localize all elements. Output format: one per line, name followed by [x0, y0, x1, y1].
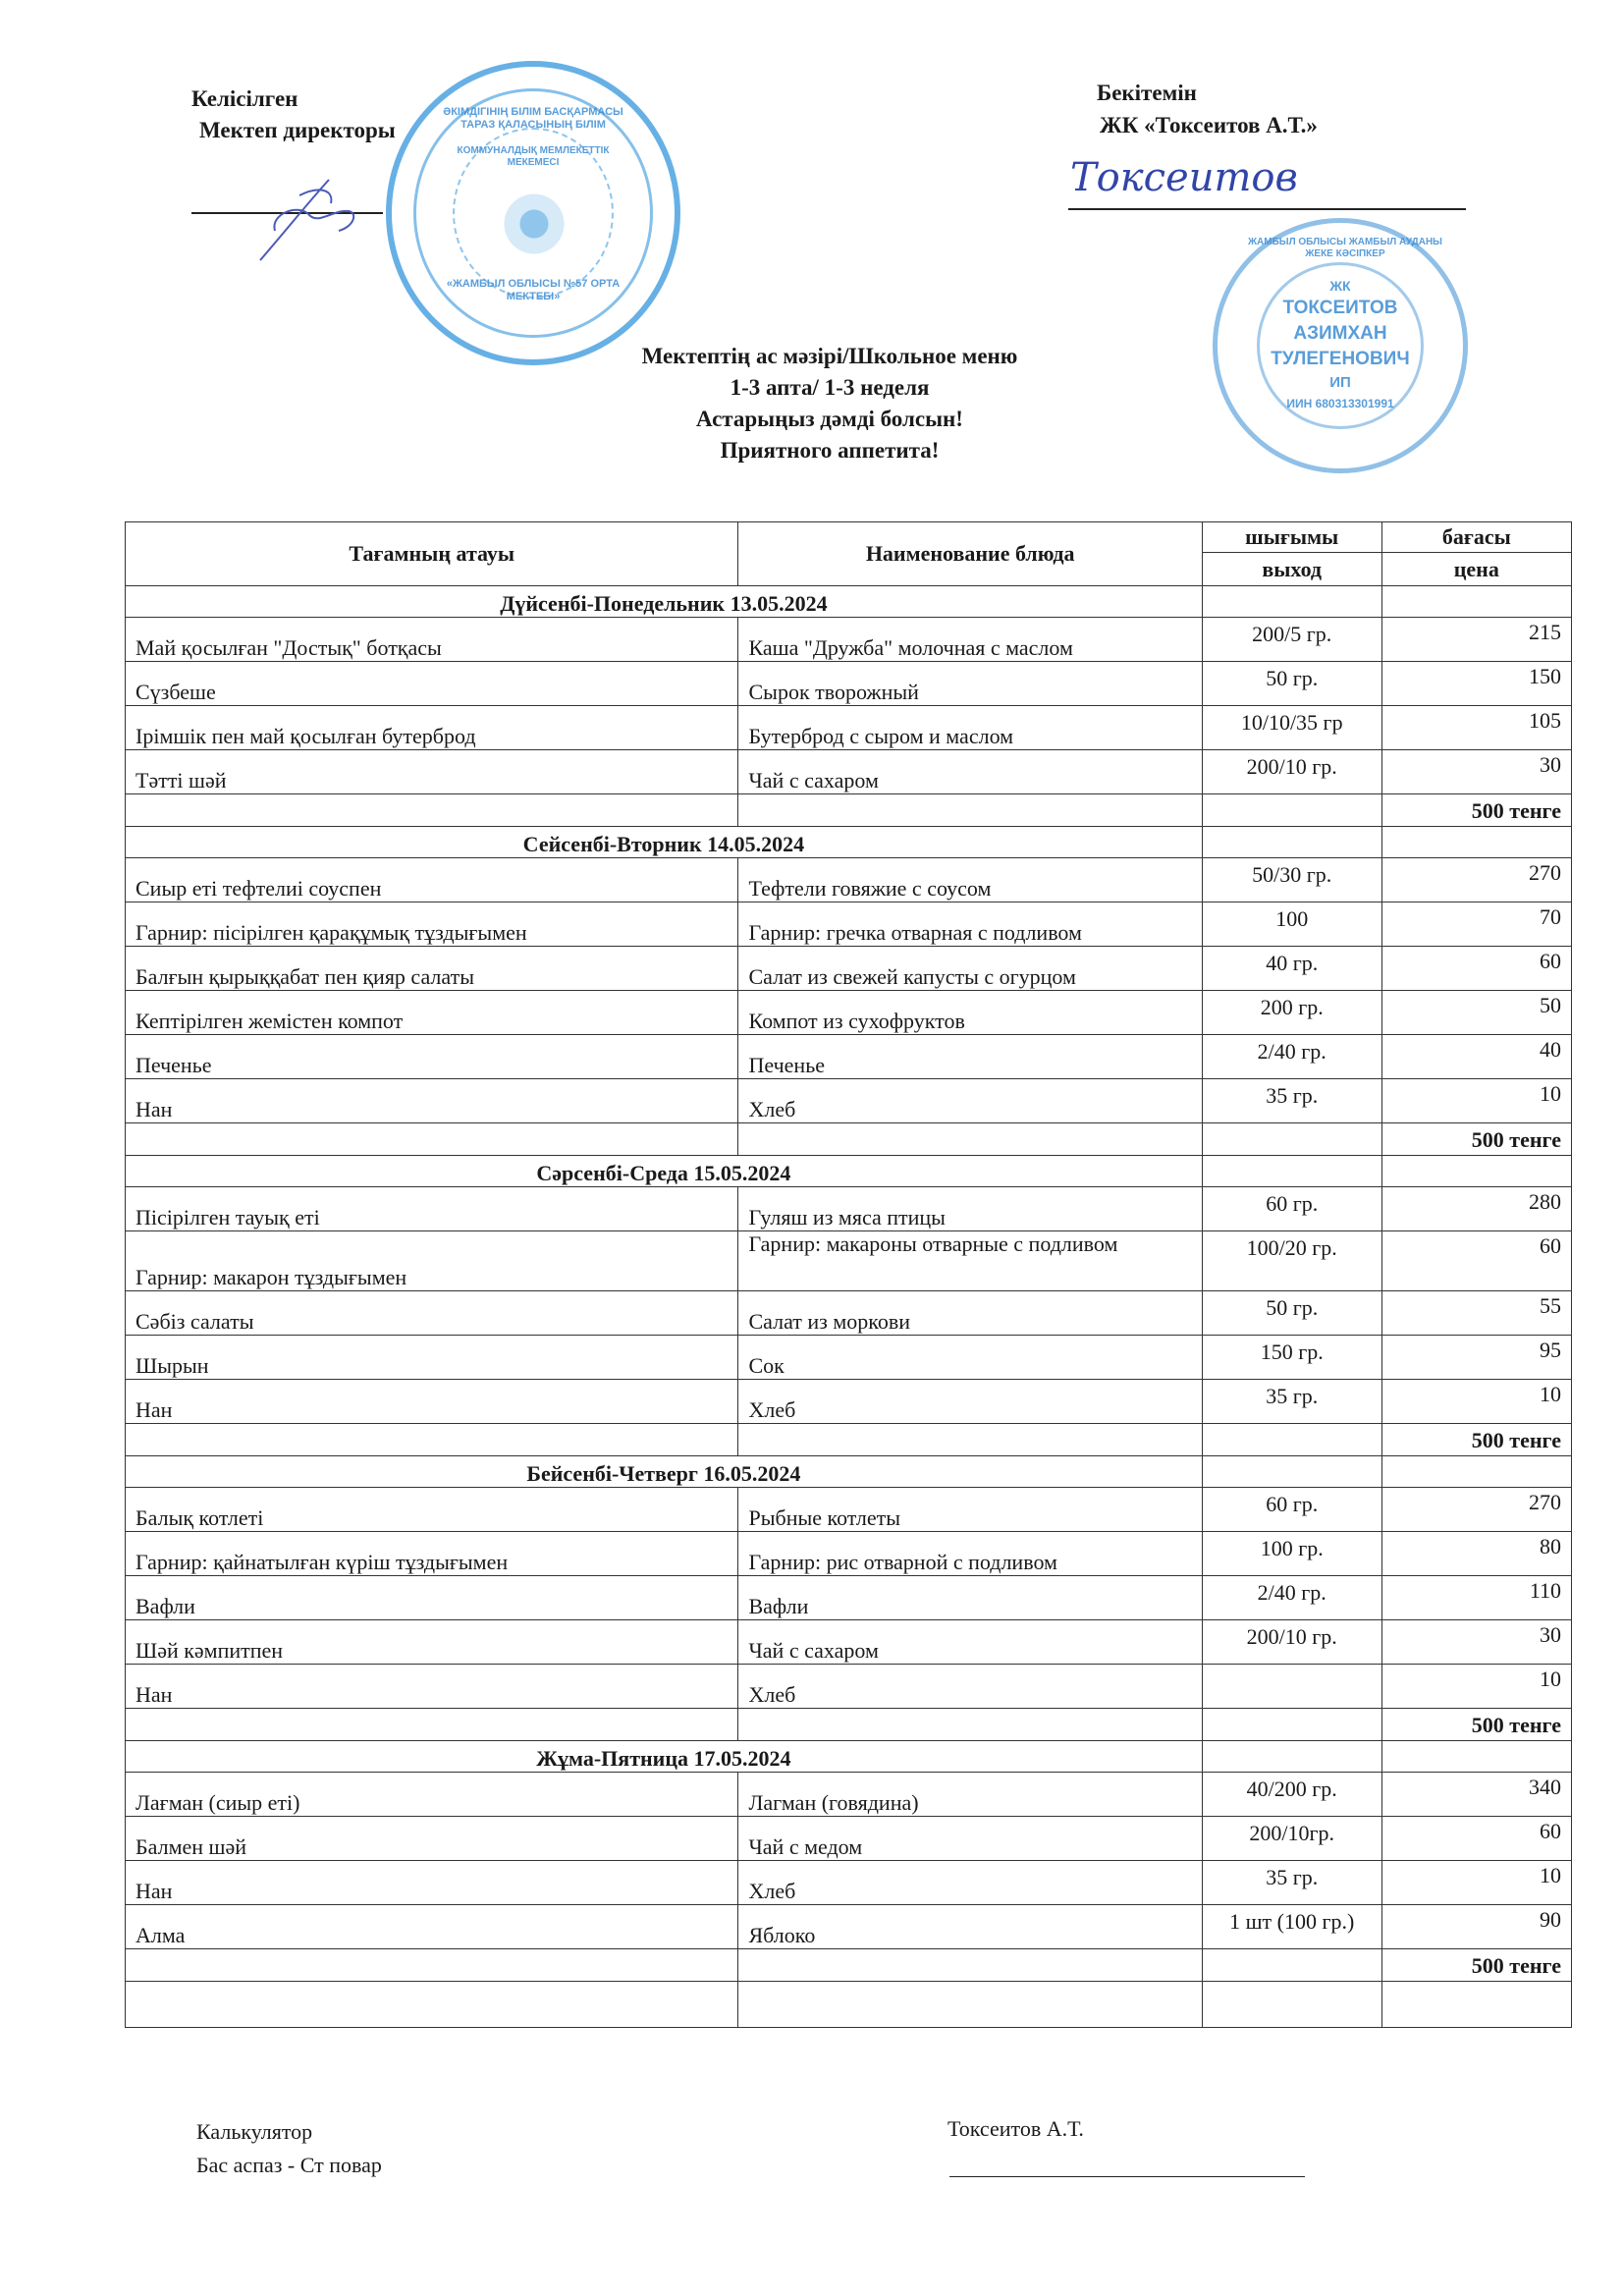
stamp-right-line6: ИИН 680313301991 [1286, 397, 1394, 410]
dish-name-ru: Сок [738, 1336, 1202, 1380]
menu-item-row [126, 1336, 1572, 1380]
menu-greeting-kz: Астарыңыз дәмді болсын! [696, 407, 963, 431]
menu-item-row [126, 1079, 1572, 1123]
dish-name-ru: Бутерброд с сыром и маслом [738, 706, 1202, 750]
dish-price: 30 [1381, 750, 1571, 794]
menu-item-row [126, 1532, 1572, 1576]
dish-name-kz: Сүзбеше [126, 662, 738, 706]
dish-output: 100 [1202, 902, 1381, 947]
menu-item-row [126, 750, 1572, 794]
empty-cell [126, 1709, 738, 1741]
dish-price: 40 [1381, 1035, 1571, 1079]
menu-item-row [126, 1187, 1572, 1231]
dish-price: 55 [1381, 1291, 1571, 1336]
menu-item-row [126, 618, 1572, 662]
empty-cell [126, 1949, 738, 1982]
dish-output: 50 гр. [1202, 662, 1381, 706]
dish-name-kz: Алма [126, 1905, 738, 1949]
dish-name-ru: Печенье [738, 1035, 1202, 1079]
dish-output: 10/10/35 гр [1202, 706, 1381, 750]
empty-cell [1202, 1156, 1381, 1187]
blank-row [126, 1982, 1572, 2028]
menu-item-row [126, 1231, 1572, 1291]
dish-price: 60 [1381, 1817, 1571, 1861]
empty-cell [126, 1424, 738, 1456]
menu-item-row [126, 1291, 1572, 1336]
menu-item-row [126, 991, 1572, 1035]
dish-price: 30 [1381, 1620, 1571, 1665]
dish-name-ru: Салат из свежей капусты с огурцом [738, 947, 1202, 991]
menu-item-row [126, 1773, 1572, 1817]
empty-cell [126, 1982, 738, 2028]
dish-output: 100/20 гр. [1202, 1231, 1381, 1291]
empty-cell [1381, 1741, 1571, 1773]
dish-name-ru: Гуляш из мяса птицы [738, 1187, 1202, 1231]
stamp-right-line2: ТОКСЕИТОВ [1282, 298, 1398, 318]
day-header-row [126, 586, 1572, 618]
menu-week: 1-3 апта/ 1-3 неделя [730, 375, 930, 400]
empty-cell [1202, 1456, 1381, 1488]
dish-name-kz: Нан [126, 1665, 738, 1709]
day-total: 500 тенге [1381, 1709, 1571, 1741]
dish-name-kz: Нан [126, 1861, 738, 1905]
dish-output: 60 гр. [1202, 1187, 1381, 1231]
dish-price: 80 [1381, 1532, 1571, 1576]
dish-output: 2/40 гр. [1202, 1035, 1381, 1079]
empty-cell [1202, 1123, 1381, 1156]
dish-name-ru: Гарнир: гречка отварная с подливом [738, 902, 1202, 947]
dish-name-kz: Печенье [126, 1035, 738, 1079]
dish-name-kz: Шәй кәмпитпен [126, 1620, 738, 1665]
footer-signature-line [949, 2176, 1305, 2177]
menu-item-row [126, 947, 1572, 991]
director-signature-icon [245, 162, 383, 270]
dish-output: 100 гр. [1202, 1532, 1381, 1576]
dish-output: 200/10 гр. [1202, 750, 1381, 794]
day-total: 500 тенге [1381, 1123, 1571, 1156]
day-title: Жұма-Пятница 17.05.2024 [126, 1741, 1203, 1773]
dish-output: 150 гр. [1202, 1336, 1381, 1380]
dish-price: 110 [1381, 1576, 1571, 1620]
dish-name-ru: Салат из моркови [738, 1291, 1202, 1336]
dish-output: 200/10гр. [1202, 1817, 1381, 1861]
footer-role-calculator: Калькулятор [196, 2119, 313, 2144]
dish-name-ru: Компот из сухофруктов [738, 991, 1202, 1035]
dish-name-kz: Гарнир: макарон тұздығымен [126, 1231, 738, 1291]
day-total-row [126, 794, 1572, 827]
empty-cell [1381, 1456, 1571, 1488]
dish-name-ru: Чай с сахаром [738, 750, 1202, 794]
dish-output: 60 гр. [1202, 1488, 1381, 1532]
day-total-row [126, 1949, 1572, 1982]
day-total: 500 тенге [1381, 1949, 1571, 1982]
menu-item-row [126, 1905, 1572, 1949]
header-name-kz: Тағамның атауы [126, 522, 738, 586]
empty-cell [738, 794, 1202, 827]
approver-signature: Токсеитов [1070, 155, 1298, 200]
header-price-kz: бағасы [1381, 522, 1571, 553]
empty-cell [738, 1709, 1202, 1741]
empty-cell [1202, 827, 1381, 858]
empty-cell [1381, 586, 1571, 618]
empty-cell [1202, 794, 1381, 827]
empty-cell [1202, 1949, 1381, 1982]
empty-cell [738, 1982, 1202, 2028]
stamp-right-line3: АЗИМХАН [1293, 323, 1387, 344]
dish-output: 1 шт (100 гр.) [1202, 1905, 1381, 1949]
approval-right-label: Бекітемін [1097, 81, 1197, 105]
menu-greeting-ru: Приятного аппетита! [720, 438, 940, 463]
header-price-ru: цена [1381, 553, 1571, 586]
stamp-right-line1: ЖК [1329, 278, 1351, 294]
stamp-left-bottom-text: «ЖАМБЫЛ ОБЛЫСЫ №57 ОРТА МЕКТЕБІ» [446, 278, 621, 302]
menu-table-body [126, 586, 1572, 2028]
empty-cell [738, 1424, 1202, 1456]
dish-output: 200/5 гр. [1202, 618, 1381, 662]
approval-left-title: Мектеп директоры [199, 118, 396, 142]
dish-price: 10 [1381, 1380, 1571, 1424]
dish-price: 150 [1381, 662, 1571, 706]
empty-cell [1381, 1156, 1571, 1187]
stamp-right-line4: ТУЛЕГЕНОВИЧ [1271, 349, 1410, 369]
menu-table [125, 521, 1572, 2028]
dish-name-ru: Рыбные котлеты [738, 1488, 1202, 1532]
dish-price: 70 [1381, 902, 1571, 947]
header-output-ru: выход [1202, 553, 1381, 586]
dish-name-kz: Ірімшік пен май қосылған бутерброд [126, 706, 738, 750]
menu-item-row [126, 1665, 1572, 1709]
dish-price: 90 [1381, 1905, 1571, 1949]
dish-price: 60 [1381, 947, 1571, 991]
menu-item-row [126, 706, 1572, 750]
dish-name-kz: Гарнир: қайнатылған күріш тұздығымен [126, 1532, 738, 1576]
dish-name-ru: Тефтели говяжие с соусом [738, 858, 1202, 902]
header-output-kz: шығымы [1202, 522, 1381, 553]
day-header-row [126, 1741, 1572, 1773]
dish-name-ru: Хлеб [738, 1861, 1202, 1905]
dish-output: 2/40 гр. [1202, 1576, 1381, 1620]
dish-name-kz: Сиыр еті тефтелиі соуспен [126, 858, 738, 902]
dish-name-kz: Лағман (сиыр еті) [126, 1773, 738, 1817]
dish-price: 270 [1381, 858, 1571, 902]
footer-signer-name: Токсеитов А.Т. [947, 2116, 1084, 2141]
stamp-left-top-text: ӘКІМДІГІНІҢ БІЛІМ БАСҚАРМАСЫ ТАРАЗ ҚАЛАСЫНЫҢ БІЛІМ [443, 106, 623, 131]
menu-item-row [126, 858, 1572, 902]
dish-price: 340 [1381, 1773, 1571, 1817]
dish-name-kz: Балмен шәй [126, 1817, 738, 1861]
empty-cell [1202, 1741, 1381, 1773]
state-emblem-icon [500, 190, 568, 258]
dish-name-kz: Гарнир: пісірілген қарақұмық тұздығымен [126, 902, 738, 947]
dish-output: 35 гр. [1202, 1380, 1381, 1424]
approval-right-signature-line [1068, 208, 1466, 210]
day-header-row [126, 827, 1572, 858]
dish-price: 95 [1381, 1336, 1571, 1380]
empty-cell [1202, 586, 1381, 618]
menu-title: Мектептің ас мәзірі/Школьное меню [641, 344, 1018, 368]
day-total-row [126, 1123, 1572, 1156]
dish-output: 200/10 гр. [1202, 1620, 1381, 1665]
menu-item-row [126, 1380, 1572, 1424]
day-total: 500 тенге [1381, 794, 1571, 827]
dish-output [1202, 1665, 1381, 1709]
menu-item-row [126, 1488, 1572, 1532]
dish-name-kz: Вафли [126, 1576, 738, 1620]
dish-price: 215 [1381, 618, 1571, 662]
dish-name-kz: Тәтті шәй [126, 750, 738, 794]
dish-name-ru: Лагман (говядина) [738, 1773, 1202, 1817]
dish-output: 35 гр. [1202, 1861, 1381, 1905]
dish-name-ru: Хлеб [738, 1079, 1202, 1123]
dish-output: 35 гр. [1202, 1079, 1381, 1123]
dish-output: 50/30 гр. [1202, 858, 1381, 902]
dish-name-kz: Балғын қырыққабат пен қияр салаты [126, 947, 738, 991]
menu-item-row [126, 902, 1572, 947]
dish-price: 10 [1381, 1079, 1571, 1123]
day-title: Дүйсенбі-Понедельник 13.05.2024 [126, 586, 1203, 618]
empty-cell [738, 1123, 1202, 1156]
dish-price: 10 [1381, 1861, 1571, 1905]
menu-item-row [126, 1861, 1572, 1905]
dish-name-ru: Сырок творожный [738, 662, 1202, 706]
dish-price: 60 [1381, 1231, 1571, 1291]
empty-cell [126, 794, 738, 827]
day-total: 500 тенге [1381, 1424, 1571, 1456]
dish-name-ru: Гарнир: рис отварной с подливом [738, 1532, 1202, 1576]
dish-name-ru: Хлеб [738, 1380, 1202, 1424]
approval-right-title: ЖК «Токсеитов А.Т.» [1100, 113, 1318, 137]
footer-role-chef: Бас аспаз - Ст повар [196, 2153, 382, 2177]
dish-name-ru: Каша "Дружба" молочная с маслом [738, 618, 1202, 662]
dish-price: 10 [1381, 1665, 1571, 1709]
empty-cell [738, 1949, 1202, 1982]
day-title: Сәрсенбі-Среда 15.05.2024 [126, 1156, 1203, 1187]
day-total-row [126, 1709, 1572, 1741]
stamp-left-inner-text: КОММУНАЛДЫҚ МЕМЛЕКЕТТІК МЕКЕМЕСІ [457, 145, 610, 168]
stamp-right-line5: ИП [1329, 374, 1351, 391]
dish-name-kz: Нан [126, 1380, 738, 1424]
dish-name-kz: Нан [126, 1079, 738, 1123]
dish-name-ru: Чай с медом [738, 1817, 1202, 1861]
dish-output: 40 гр. [1202, 947, 1381, 991]
dish-name-kz: Пісірілген тауық еті [126, 1187, 738, 1231]
empty-cell [1381, 1982, 1571, 2028]
dish-name-kz: Шырын [126, 1336, 738, 1380]
dish-name-ru: Гарнир: макароны отварные с подливом [738, 1231, 1202, 1291]
empty-cell [1202, 1709, 1381, 1741]
dish-name-kz: Балық котлеті [126, 1488, 738, 1532]
day-title: Бейсенбі-Четверг 16.05.2024 [126, 1456, 1203, 1488]
dish-name-kz: Май қосылған "Достық" ботқасы [126, 618, 738, 662]
stamp-right-ring-text: ЖАМБЫЛ ОБЛЫСЫ ЖАМБЫЛ АУДАНЫ ЖЕКЕ КӘСІПКЕР [1248, 237, 1442, 259]
empty-cell [126, 1123, 738, 1156]
day-total-row [126, 1424, 1572, 1456]
dish-price: 105 [1381, 706, 1571, 750]
empty-cell [1202, 1424, 1381, 1456]
dish-name-kz: Сәбіз салаты [126, 1291, 738, 1336]
approval-left-label: Келісілген [191, 86, 298, 111]
menu-item-row [126, 1817, 1572, 1861]
menu-item-row [126, 1035, 1572, 1079]
dish-name-ru: Хлеб [738, 1665, 1202, 1709]
day-title: Сейсенбі-Вторник 14.05.2024 [126, 827, 1203, 858]
day-header-row [126, 1156, 1572, 1187]
school-stamp [386, 61, 680, 365]
dish-price: 50 [1381, 991, 1571, 1035]
menu-item-row [126, 1620, 1572, 1665]
dish-name-ru: Яблоко [738, 1905, 1202, 1949]
empty-cell [1381, 827, 1571, 858]
dish-name-ru: Чай с сахаром [738, 1620, 1202, 1665]
menu-item-row [126, 1576, 1572, 1620]
dish-name-kz: Кептірілген жемістен компот [126, 991, 738, 1035]
dish-name-ru: Вафли [738, 1576, 1202, 1620]
day-header-row [126, 1456, 1572, 1488]
menu-item-row [126, 662, 1572, 706]
dish-price: 270 [1381, 1488, 1571, 1532]
dish-output: 50 гр. [1202, 1291, 1381, 1336]
empty-cell [1202, 1982, 1381, 2028]
header-name-ru: Наименование блюда [738, 522, 1202, 586]
dish-price: 280 [1381, 1187, 1571, 1231]
dish-output: 40/200 гр. [1202, 1773, 1381, 1817]
dish-output: 200 гр. [1202, 991, 1381, 1035]
